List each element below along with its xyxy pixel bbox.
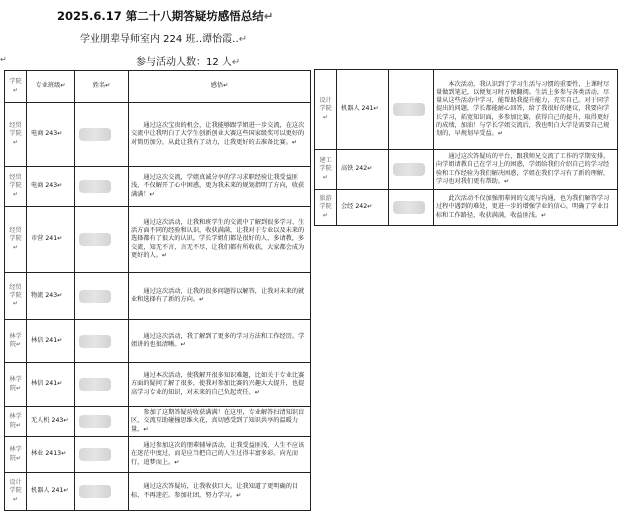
name-cell [75, 473, 129, 511]
table-row [5, 167, 311, 207]
college-cell: 林学院↵ [5, 363, 27, 407]
feedback-table-left [4, 70, 311, 511]
header-name: 姓名↵ [75, 71, 129, 103]
header-major: 专业班级↵ [27, 71, 75, 103]
name-cell [75, 437, 129, 473]
table-row [315, 70, 618, 150]
redacted-name-blur [393, 201, 425, 214]
name-cell [75, 167, 129, 207]
name-cell [389, 150, 434, 190]
major-class-cell: 高铁 242↵ [337, 150, 389, 190]
feedback-cell: 通过这次交流，学姐真诚分享的学习求职经验让我受益匪浅，不仅解开了心中困惑，更为我未来的规划指明了方向，收获满满！↵ [129, 167, 311, 207]
table-row [315, 150, 618, 190]
college-cell: 林学院↵ [5, 320, 27, 363]
table-row [5, 273, 311, 320]
redacted-name-blur [79, 180, 111, 193]
college-cell: 旅游学院↵ [315, 190, 337, 226]
page-subtitle: 学业朋辈导师室内 224 班‥谭怡霞‥↵ [80, 34, 248, 45]
table-row [5, 437, 311, 473]
redacted-name-blur [79, 485, 111, 498]
table-row [315, 190, 618, 226]
redacted-name-blur [79, 233, 111, 246]
feedback-cell: 通过这次答疑坊的平台，跟我师兄交流了工作的学期安排，向学姐请教自己在学习上的困惑，学姐给我们介绍自己的学习经验和工作经验为我们解决困惑，学姐在我们学习有了新的理解，学习也对我们更有帮助。↵ [434, 150, 618, 190]
college-cell: 林学院↵ [5, 437, 27, 473]
major-class-cell: 会经 242↵ [337, 190, 389, 226]
college-cell: 经贸学院↵ [5, 167, 27, 207]
feedback-cell: 通过这次活动，让我的很多问题得以解答，让我对未来的就业和选择有了新的方向。↵ [129, 273, 311, 320]
name-cell [75, 407, 129, 437]
major-class-cell: 无人机 243↵ [27, 407, 75, 437]
college-cell: 经贸学院↵ [5, 103, 27, 167]
feedback-cell: 通过本次活动，使我解开很多知识难题，比如关于专业比赛方面的疑问了解了很多，使我对参加比赛的兴趣大大提升，也提高学习专业的知识，对未来的自己负起责任。↵ [129, 363, 311, 407]
table-row [5, 103, 311, 167]
major-class-cell: 林业 2413↵ [27, 437, 75, 473]
redacted-name-blur [79, 335, 111, 348]
major-class-cell: 林信 241↵ [27, 363, 75, 407]
feedback-cell: 通过这次活动，我了解到了更多的学习方法和工作经历。学姐讲的也很清晰。↵ [129, 320, 311, 363]
header-feedback: 感悟↵ [129, 71, 311, 103]
redacted-name-blur [393, 103, 425, 116]
name-cell [75, 273, 129, 320]
name-cell [389, 70, 434, 150]
major-class-cell: 机器人 241↵ [337, 70, 389, 150]
major-class-cell: 物流 243↵ [27, 273, 75, 320]
name-cell [75, 363, 129, 407]
college-cell: 经贸学院↵ [5, 207, 27, 273]
table-header-row [5, 71, 311, 103]
redacted-name-blur [79, 290, 111, 303]
redacted-name-blur [79, 378, 111, 391]
college-cell: 设计学院↵ [5, 473, 27, 511]
redacted-name-blur [79, 128, 111, 141]
name-cell [75, 103, 129, 167]
redacted-name-blur [393, 163, 425, 176]
name-cell [75, 207, 129, 273]
feedback-cell: 此次活动不仅加强朋辈间的交流与沟通，也为我们解答学习过程中遇到的难处，更进一步的增强学业的信心，明确了学业目标和工作路径，收获满满，收益匪浅。↵ [434, 190, 618, 226]
feedback-cell: 通过这次活动，让我和班学生的交流中了解到很多学习、生活方面不同的经验和认识，收获满满，让我对于专业以及未来的选择都有了很大的认识。学长学姐们都是很好的人，多请教，多交流，知无不言，言无不尽，让我们都有所收获，大家都会成为更好的人。↵ [129, 207, 311, 273]
header-college: 学院↵ [5, 71, 27, 103]
major-class-cell: 电商 243↵ [27, 167, 75, 207]
college-cell: 经贸学院↵ [5, 273, 27, 320]
feedback-cell: 通过参加这次的朋辈辅导活动，让我受益匪浅，人生不应该在迷茫中度过，而是应当把自己的人生过得丰富多彩。向光而行，追梦而上。↵ [129, 437, 311, 473]
redacted-name-blur [79, 448, 111, 461]
table-row [5, 407, 311, 437]
feedback-cell: 参加了这期答疑坊收获满满！在这里，专业解答扫清知识盲区，交流互助碰撞思维火花，真切感受到了知识共享的温暖力量。↵ [129, 407, 311, 437]
name-cell [389, 190, 434, 226]
feedback-cell: 通过这次答疑坊，让我收获巨大，让我知道了更明确的目标，不再迷茫。参加社团，努力学习。↵ [129, 473, 311, 511]
table-row [5, 320, 311, 363]
feedback-cell: 通过这次宝贵的机会，让我能够跟学姐进一步交流，在这次交流中让我明白了大学生创新创业大赛这些国家级奖可以更好的对简历加分，从此让我有了动力，让我更好的去准备比赛。↵ [129, 103, 311, 167]
table-row [5, 207, 311, 273]
feedback-cell: 本次活动，我认识到了学习生活与习惯的重要性，上课时尽量做到笔记，以便复习时方便翻阅。生活上多参与各类活动，尽量从这些活动中学习，能帮助我提升能力，充实自己。对于同学提出的问题，学长都能耐心回答，给了我很好的建议，我要向学长学习，拓宽知识面，多参加比赛，获得自己的提升，取得更好的成绩，加油！与学长学姐交流后，我也明白大学是需要自己规划的，早规划早受益。↵ [434, 70, 618, 150]
major-class-cell: 机器人 241↵ [27, 473, 75, 511]
redacted-name-blur [79, 415, 111, 428]
college-cell: 设计学院↵ [315, 70, 337, 150]
paragraph-mark: ↵ [0, 55, 7, 64]
table-row [5, 363, 311, 407]
college-cell: 林学院↵ [5, 407, 27, 437]
page-title: 2025.6.17 第二十八期答疑坊感悟总结↵ [57, 9, 274, 23]
major-class-cell: 林信 241↵ [27, 320, 75, 363]
table-row [5, 473, 311, 511]
feedback-table-right [314, 69, 618, 226]
major-class-cell: 市营 241↵ [27, 207, 75, 273]
name-cell [75, 320, 129, 363]
major-class-cell: 电商 243↵ [27, 103, 75, 167]
participant-count: 参与活动人数：12 人↵ [136, 57, 241, 68]
college-cell: 建工学院↵ [315, 150, 337, 190]
